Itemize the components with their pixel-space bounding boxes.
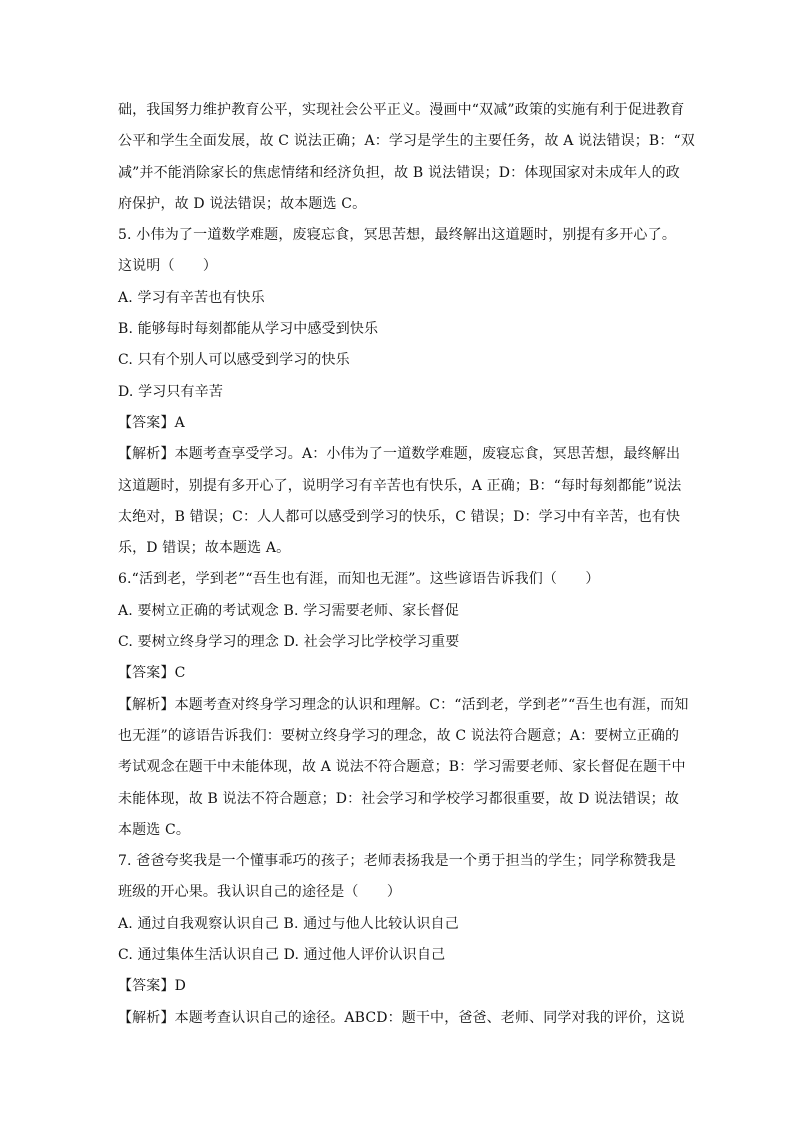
question-7-stem-end: 班级的开心果。我认识自己的途径是（ ）	[118, 884, 401, 901]
text-line: 础，我国努力维护教育公平，实现社会公平正义。漫画中“双减”政策的实施有利于促进教育	[118, 102, 685, 118]
question-6-analysis: 本题选 C。	[118, 821, 191, 838]
question-5-stem: 5. 小伟为了一道数学难题，废寝忘食，冥思苦想，最终解出这道题时，别提有多开心了。	[118, 227, 676, 244]
question-7-analysis: 【解析】本题考查认识自己的途径。ABCD：题干中，爸爸、老师、同学对我的评价，这说	[118, 1009, 685, 1026]
question-6-stem: 6.“活到老，学到老”“吾生也有涯，而知也无涯”。这些谚语告诉我们（ ）	[118, 571, 600, 588]
question-7-answer: 【答案】D	[118, 978, 186, 995]
question-6-answer: 【答案】C	[118, 665, 186, 682]
question-5-analysis: 乐，D 错误；故本题选 A。	[118, 540, 291, 557]
question-7-options-ab: A. 通过自我观察认识自己 B. 通过与他人比较认识自己	[118, 915, 459, 932]
question-5-option-b: B. 能够每时每刻都能从学习中感受到快乐	[118, 321, 379, 338]
question-5-stem-end: 这说明（ ）	[118, 258, 218, 275]
question-5-analysis: 太绝对，B 错误；C：人人都可以感受到学习的快乐，C 错误；D：学习中有辛苦，也有快	[118, 508, 681, 525]
question-6-analysis: 未能体现，故 B 说法不符合题意；D：社会学习和学校学习都很重要，故 D 说法错误；故	[118, 790, 679, 807]
question-7-options-cd: C. 通过集体生活认识自己 D. 通过他人评价认识自己	[118, 947, 446, 964]
question-5-option-d: D. 学习只有辛苦	[118, 383, 223, 400]
question-6-options-ab: A. 要树立正确的考试观念 B. 学习需要老师、家长督促	[118, 602, 459, 619]
question-6-analysis: 【解析】本题考查对终身学习理念的认识和理解。C：“活到老，学到老”“吾生也有涯，而知	[118, 696, 689, 713]
question-6-analysis: 考试观念在题干中未能体现，故 A 说法不符合题意；B：学习需要老师、家长督促在题干中	[118, 759, 686, 776]
question-5-answer: 【答案】A	[118, 414, 185, 431]
question-7-stem: 7. 爸爸夸奖我是一个懂事乖巧的孩子；老师表扬我是一个勇于担当的学生；同学称赞我是	[118, 853, 676, 870]
question-5-analysis: 【解析】本题考查享受学习。A：小伟为了一道数学难题，废寝忘食，冥思苦想，最终解出	[118, 446, 681, 463]
text-line: 公平和学生全面发展，故 C 说法正确；A：学习是学生的主要任务，故 A 说法错误；B：“双	[118, 133, 695, 150]
question-6-analysis: 也无涯”的谚语告诉我们：要树立终身学习的理念，故 C 说法符合题意；A：要树立正确的	[118, 727, 680, 744]
text-line: 减”并不能消除家长的焦虑情绪和经济负担，故 B 说法错误；D：体现国家对未成年人的政	[118, 164, 680, 181]
question-5-option-c: C. 只有个别人可以感受到学习的快乐	[118, 352, 350, 369]
text-line: 府保护，故 D 说法错误；故本题选 C。	[118, 195, 367, 212]
question-5-analysis: 这道题时，别提有多开心了，说明学习有辛苦也有快乐，A 正确；B：“每时每刻都能”说法	[118, 477, 682, 494]
question-5-option-a: A. 学习有辛苦也有快乐	[118, 289, 265, 306]
question-6-options-cd: C. 要树立终身学习的理念 D. 社会学习比学校学习重要	[118, 634, 460, 651]
